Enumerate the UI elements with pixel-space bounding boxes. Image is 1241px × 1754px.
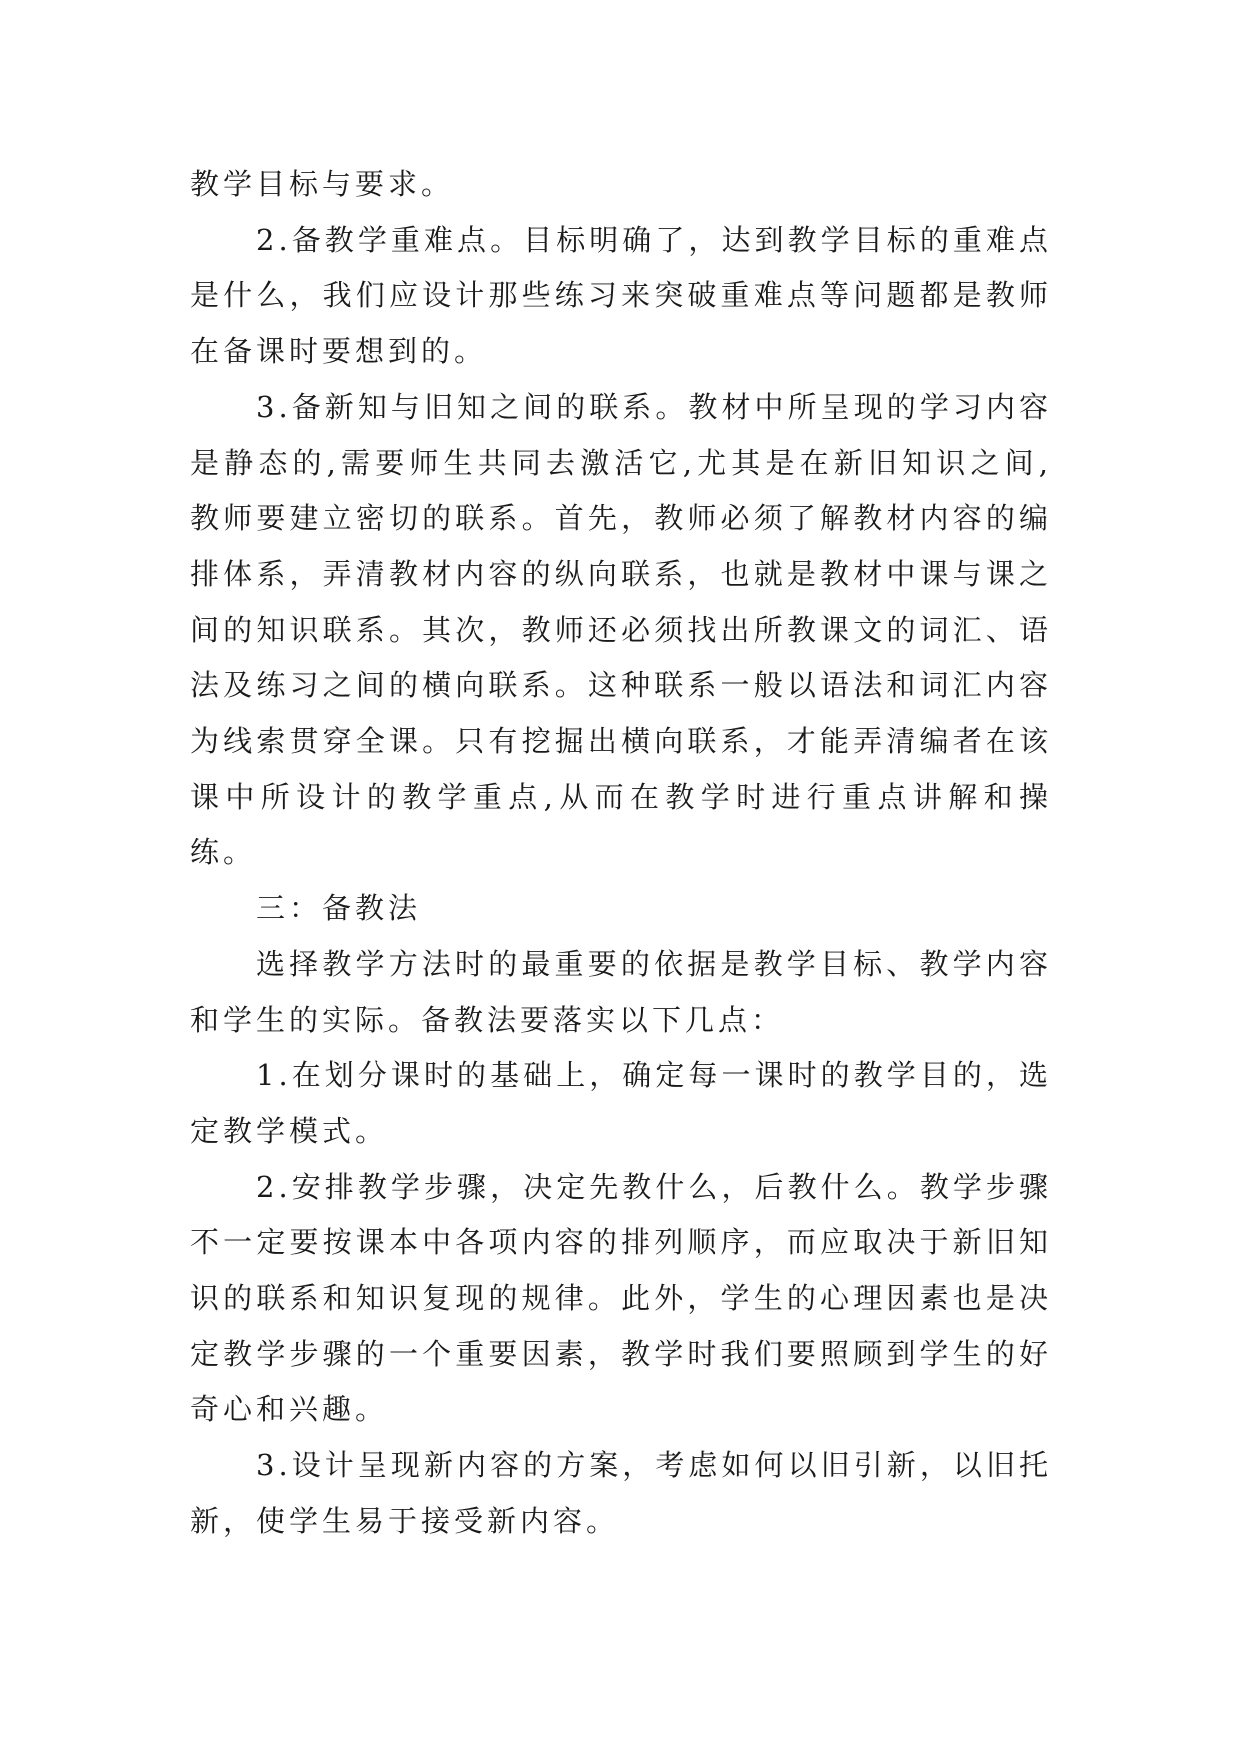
paragraph-point-3-knowledge-connection: 3.备新知与旧知之间的联系。教材中所呈现的学习内容是静态的,需要师生共同去激活它,尤其是在新旧知识之间,教师要建立密切的联系。首先，教师必须了解教材内容的编排体系，弄清教材内容的纵向联系，也就是教材中课与课之间的知识联系。其次，教师还必须找出所教课文的词汇、语法及练习之间的横向联系。这种联系一般以语法和词汇内容为线索贯穿全课。只有挖掘出横向联系，才能弄清编者在该课中所设计的教学重点,从而在教学时进行重点讲解和操练。 <box>190 389 1052 870</box>
paragraph-continuation: 教学目标与要求。 <box>190 167 455 201</box>
paragraph-method-point-1: 1.在划分课时的基础上，确定每一课时的教学目的，选定教学模式。 <box>190 1058 1052 1148</box>
document-body <box>190 157 1052 1550</box>
paragraph-method-selection: 选择教学方法时的最重要的依据是教学目标、教学内容和学生的实际。备教法要落实以下几点： <box>190 946 1052 1037</box>
paragraph-method-point-3: 3.设计呈现新内容的方案，考虑如何以旧引新，以旧托新，使学生易于接受新内容。 <box>190 1448 1052 1538</box>
paragraph-point-2-key-difficulties: 2.备教学重难点。目标明确了，达到教学目标的重难点是什么，我们应设计那些练习来突破重难点等问题都是教师在备课时要想到的。 <box>190 222 1052 369</box>
section-heading-teaching-methods: 三：备教法 <box>256 891 422 926</box>
paragraph-method-point-2: 2.安排教学步骤，决定先教什么，后教什么。教学步骤不一定要按课本中各项内容的排列顺序，而应取决于新旧知识的联系和知识复现的规律。此外，学生的心理因素也是决定教学步骤的一个重要因素，教学时我们要照顾到学生的好奇心和兴趣。 <box>190 1169 1052 1427</box>
